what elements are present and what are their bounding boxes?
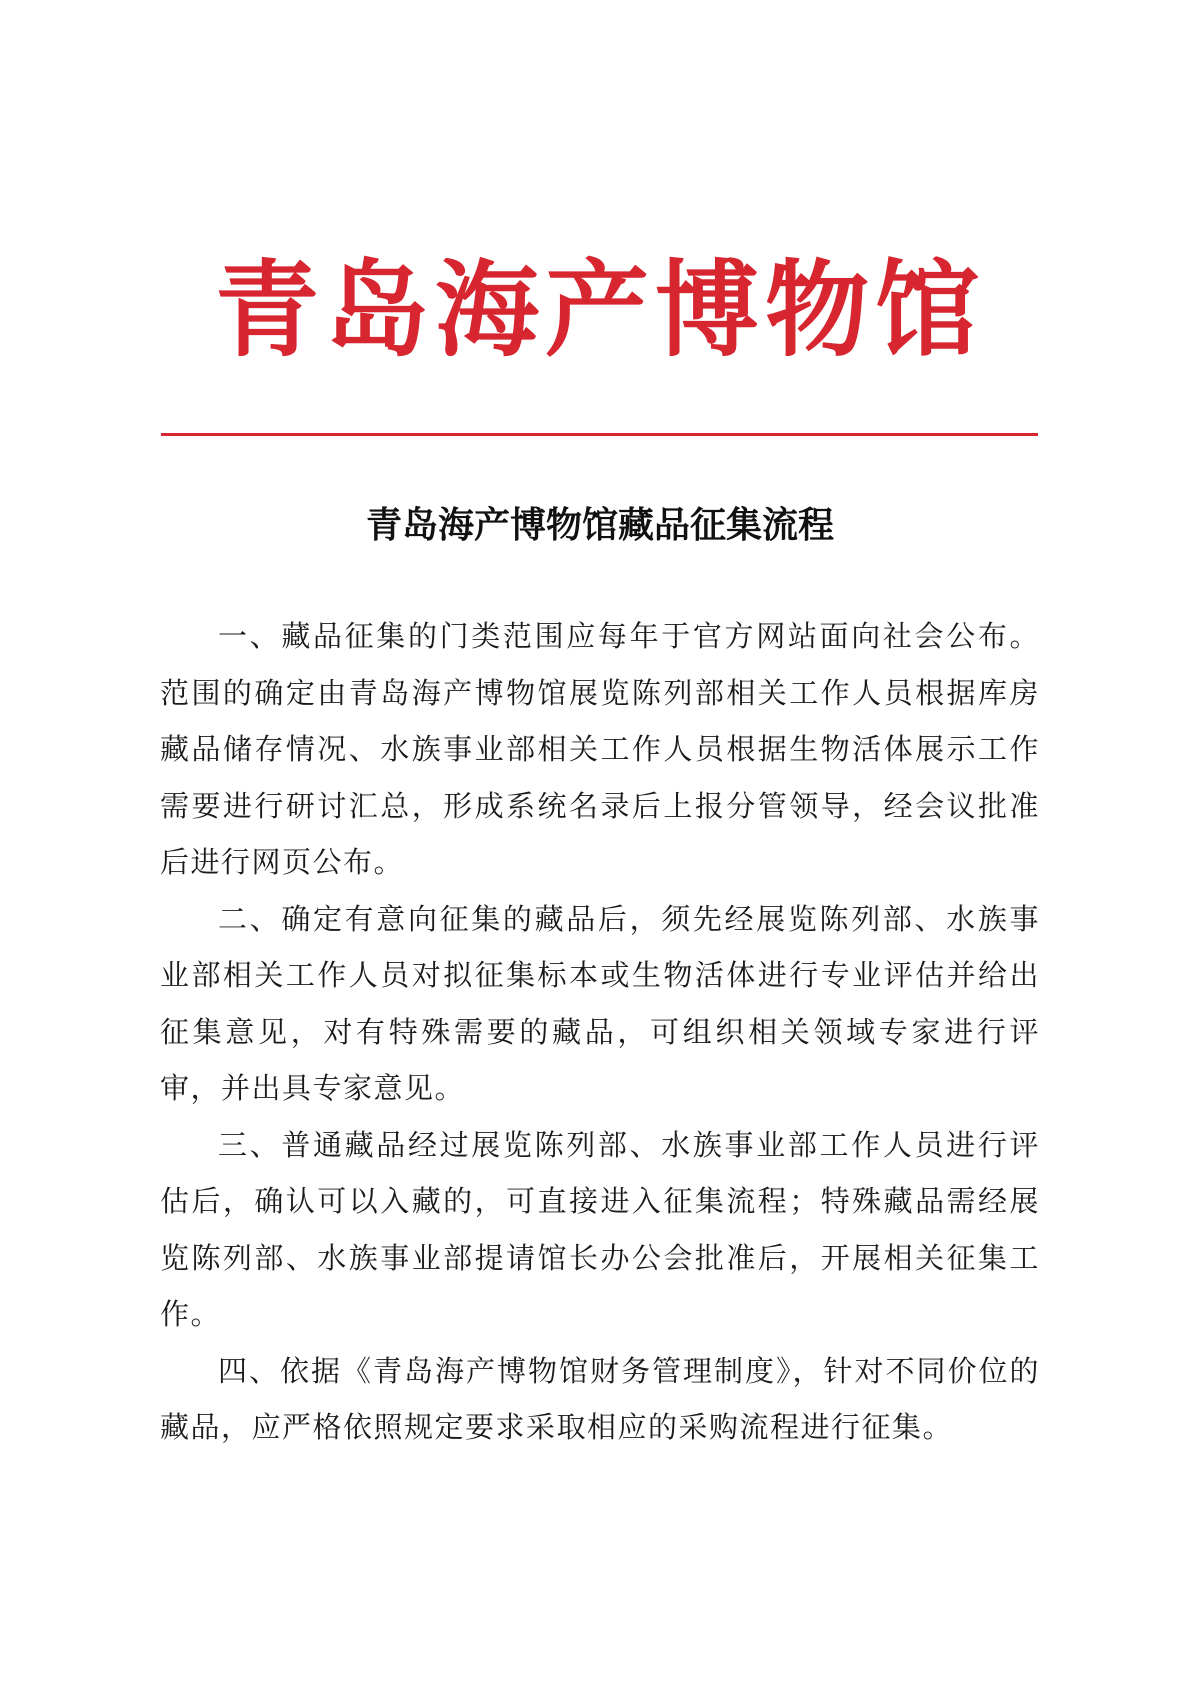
document-title: 青岛海产博物馆藏品征集流程 — [365, 504, 834, 546]
document-body — [160, 608, 1040, 1456]
letterhead-org-name: 青岛海产博物馆 — [214, 248, 985, 371]
paragraph-1: 一、藏品征集的门类范围应每年于官方网站面向社会公布。范围的确定由青岛海产博物馆展览陈列部相关工作人员根据库房藏品储存情况、水族事业部相关工作人员根据生物活体展示工作需要进行研讨汇总，形成系统名录后上报分管领导，经会议批准后进行网页公布。 — [160, 619, 1040, 879]
paragraph-4: 四、依据《青岛海产博物馆财务管理制度》，针对不同价位的藏品，应严格依照规定要求采取相应的采购流程进行征集。 — [160, 1353, 1040, 1444]
letterhead-red-rule — [161, 433, 1038, 436]
paragraph-3: 三、普通藏品经过展览陈列部、水族事业部工作人员进行评估后，确认可以入藏的，可直接进入征集流程；特殊藏品需经展览陈列部、水族事业部提请馆长办公会批准后，开展相关征集工作。 — [160, 1127, 1040, 1331]
paragraph-2: 二、确定有意向征集的藏品后，须先经展览陈列部、水族事业部相关工作人员对拟征集标本或生物活体进行专业评估并给出征集意见，对有特殊需要的藏品，可组织相关领域专家进行评审，并出具专家意见。 — [160, 901, 1040, 1105]
